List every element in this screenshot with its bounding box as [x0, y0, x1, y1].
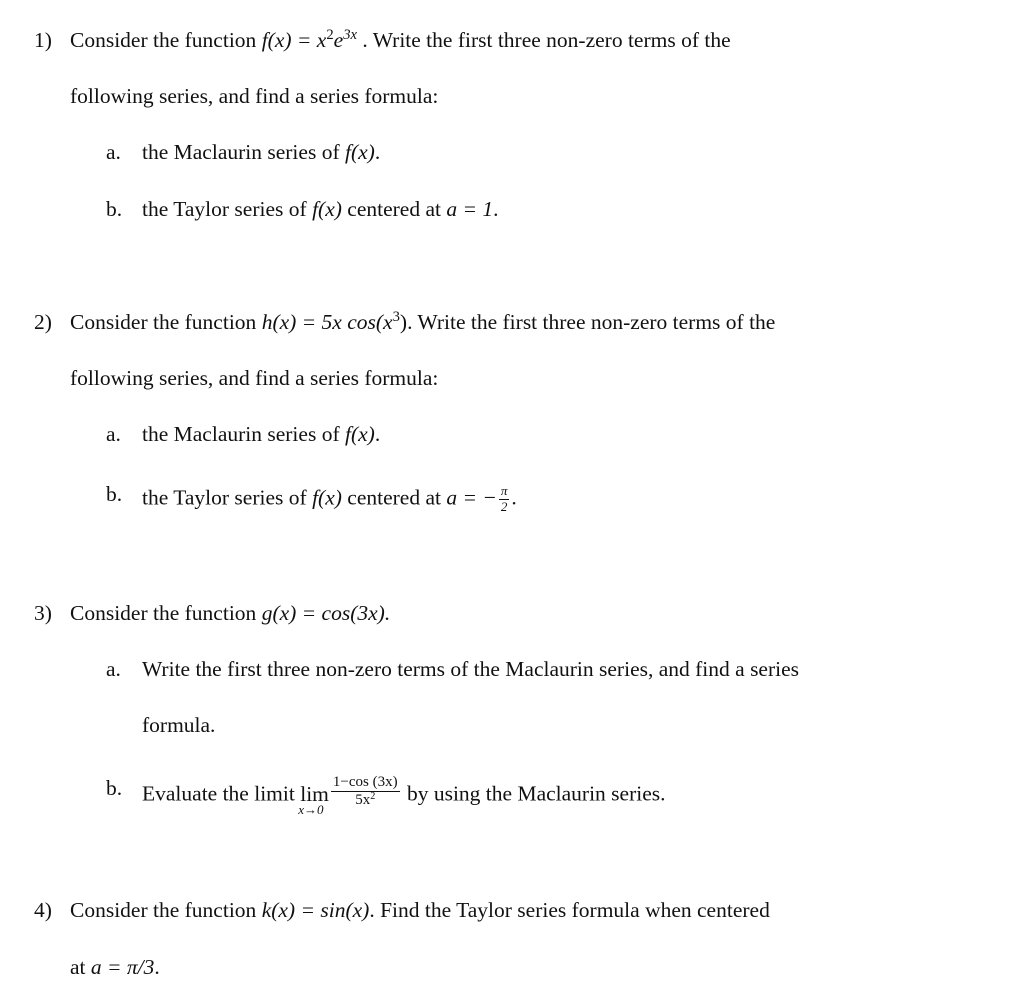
exponent: 2	[326, 26, 334, 43]
part-text: Write the first three non-zero terms of the Maclaurin series, and find a series	[142, 657, 800, 681]
numerator-text: 1−cos (3x)	[332, 774, 398, 790]
part-label: a.	[106, 140, 121, 164]
problem-2-line-2: following series, and find a series formula:	[70, 366, 439, 390]
problem-text: Consider the function	[70, 898, 262, 922]
problem-number: 3)	[34, 601, 52, 625]
problem-text: .	[154, 955, 160, 979]
fraction-numerator: π	[500, 483, 508, 498]
part-text: by using the Maclaurin series.	[401, 781, 666, 806]
part-text: the Taylor series of	[142, 485, 313, 510]
pi-over-2-fraction	[499, 484, 510, 515]
problem-3-part-a	[106, 657, 800, 681]
fraction-denominator	[331, 792, 400, 809]
center-expression: a = π/3	[90, 955, 155, 979]
problem-1-line-2: following series, and find a series formula:	[70, 84, 439, 108]
fraction-numerator	[331, 774, 400, 792]
limit-operator	[298, 781, 329, 817]
problem-text: Consider the function	[70, 28, 262, 52]
problem-2	[34, 308, 776, 334]
function-expression-e: e	[333, 28, 344, 52]
problem-3-part-a-line-2: formula.	[142, 713, 216, 737]
part-label: a.	[106, 422, 121, 446]
part-text: .	[511, 485, 517, 510]
part-text: Evaluate the limit	[142, 781, 301, 806]
limit-fraction	[331, 774, 400, 810]
math-expression: f(x)	[312, 197, 342, 221]
part-text: .	[374, 140, 381, 164]
problem-text: . Write the first three non-zero terms of the	[356, 28, 731, 52]
problem-3-part-b	[106, 774, 666, 817]
problem-number: 2)	[34, 310, 52, 334]
part-label: a.	[106, 657, 121, 681]
part-label: b.	[106, 776, 123, 800]
function-expression: k(x) = sin(x)	[261, 898, 370, 922]
function-expression: h(x) = 5x cos(x	[261, 310, 393, 334]
exponent: 3x	[343, 26, 357, 43]
part-label: b.	[106, 482, 123, 506]
part-label: b.	[106, 197, 123, 221]
problem-3	[34, 601, 391, 625]
problem-number: 1)	[34, 28, 52, 52]
function-expression: f(x) = x	[261, 28, 327, 52]
denominator-text: 5x	[355, 792, 371, 809]
problem-text: Consider the function	[70, 601, 262, 625]
limit-text: lim	[300, 781, 329, 806]
part-text: .	[493, 197, 499, 221]
part-text: the Maclaurin series of	[142, 140, 345, 164]
center-expression: a = 1	[446, 197, 494, 221]
limit-subscript: x→0	[298, 801, 324, 817]
math-expression: f(x)	[344, 140, 375, 164]
problem-1-part-b	[106, 197, 499, 221]
problem-text: Consider the function	[70, 310, 262, 334]
math-expression: f(x)	[312, 485, 342, 510]
part-text: the Taylor series of	[142, 197, 313, 221]
exponent: 2	[370, 790, 376, 802]
function-expression: g(x) = cos(3x).	[261, 601, 391, 625]
problem-2-part-a	[106, 422, 381, 446]
problem-4	[34, 898, 770, 922]
problem-text: at	[70, 955, 91, 979]
fraction-denominator: 2	[500, 498, 508, 514]
part-text: centered at	[341, 485, 447, 510]
center-expression: a = −	[446, 485, 497, 510]
part-text: centered at	[341, 197, 447, 221]
exponent: 3	[392, 308, 400, 325]
problem-1	[34, 26, 731, 52]
problem-4-line-2	[70, 957, 160, 979]
problem-text: ). Write the first three non-zero terms of the	[399, 310, 776, 334]
part-text: .	[374, 422, 381, 446]
part-text: the Maclaurin series of	[142, 422, 345, 446]
problem-1-part-a	[106, 140, 381, 164]
problem-2-part-b	[106, 482, 517, 514]
problem-number: 4)	[34, 898, 52, 922]
problem-text: . Find the Taylor series formula when centered	[369, 898, 770, 922]
math-expression: f(x)	[344, 422, 375, 446]
